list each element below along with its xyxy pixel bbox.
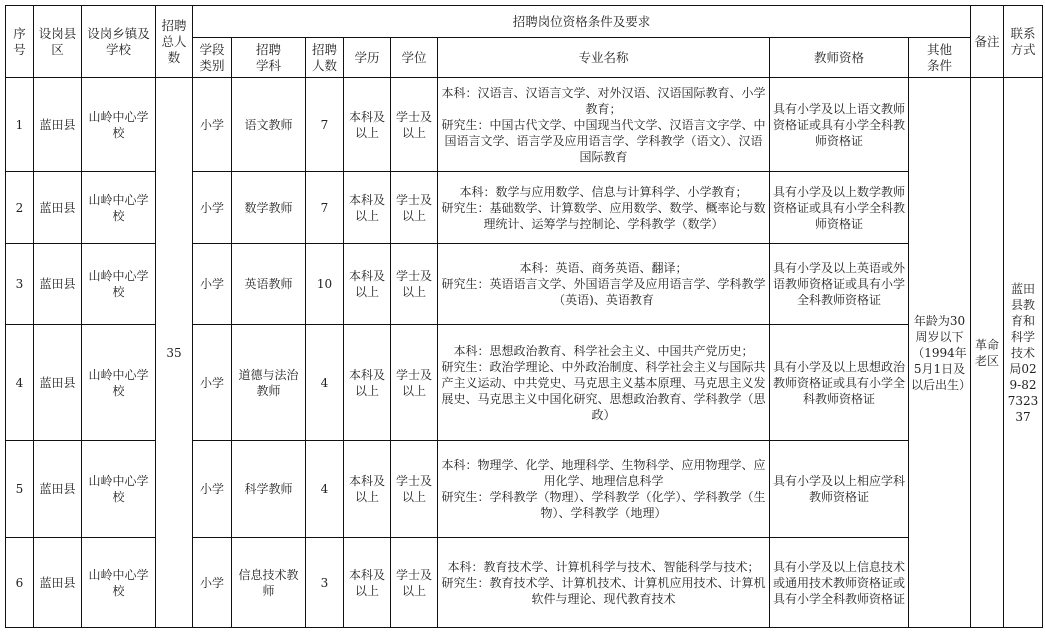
header-contact: 联系方式 xyxy=(1004,6,1043,78)
cell-school: 山岭中心学校 xyxy=(82,538,156,628)
major-undergrad: 本科：数学与应用数学、信息与计算科学、小学教育； xyxy=(459,184,748,199)
major-undergrad: 本科：汉语言、汉语言文学、对外汉语、汉语国际教育、小学教育； xyxy=(441,85,766,116)
major-grad: 研究生：基础数学、计算数学、应用数学、数学、概率论与数理统计、运筹学与控制论、学科教学（数学） xyxy=(441,200,766,231)
header-seq: 序号 xyxy=(6,6,34,78)
cell-major xyxy=(438,325,770,441)
cell-county: 蓝田县 xyxy=(34,441,82,538)
header-education: 学历 xyxy=(344,38,391,78)
cell-school: 山岭中心学校 xyxy=(82,441,156,538)
cell-education: 本科及以上 xyxy=(344,244,391,325)
major-grad: 研究生：教育技术学、计算机技术、计算机应用技术、计算机软件与理论、现代教育技术 xyxy=(441,575,766,606)
header-remark: 备注 xyxy=(971,6,1004,78)
major-undergrad: 本科：物理学、化学、地理科学、生物科学、应用物理学、应用化学、地理信息科学 xyxy=(441,458,766,488)
cell-degree: 学士及以上 xyxy=(391,172,438,244)
cell-contact: 蓝田县教育和科学技术局029-82732337 xyxy=(1004,78,1043,628)
cell-qualification: 具有小学及以上语文教师资格证或具有小学全科教师资格证 xyxy=(770,78,909,172)
cell-county: 蓝田县 xyxy=(34,244,82,325)
cell-qualification: 具有小学及以上相应学科教师资格证 xyxy=(770,441,909,538)
cell-education: 本科及以上 xyxy=(344,538,391,628)
recruitment-table xyxy=(5,5,1043,628)
cell-seq: 4 xyxy=(6,325,34,441)
cell-remark: 革命老区 xyxy=(971,78,1004,628)
cell-seq: 3 xyxy=(6,244,34,325)
cell-degree: 学士及以上 xyxy=(391,325,438,441)
cell-count: 7 xyxy=(306,172,344,244)
cell-education: 本科及以上 xyxy=(344,325,391,441)
cell-level: 小学 xyxy=(193,538,232,628)
header-subject: 招聘学科 xyxy=(232,38,306,78)
cell-seq: 2 xyxy=(6,172,34,244)
major-grad: 研究生：中国古代文学、中国现当代文学、汉语言文字学、中国语言文学、语言学及应用语言学、学科教学（语文）、汉语国际教育 xyxy=(441,117,766,164)
cell-seq: 1 xyxy=(6,78,34,172)
cell-level: 小学 xyxy=(193,78,232,172)
cell-major xyxy=(438,172,770,244)
cell-count: 10 xyxy=(306,244,344,325)
cell-school: 山岭中心学校 xyxy=(82,172,156,244)
cell-qualification: 具有小学及以上数学教师资格证或具有小学全科教师资格证 xyxy=(770,172,909,244)
cell-qualification: 具有小学及以上信息技术或通用技术教师资格证或具有小学全科教师资格证 xyxy=(770,538,909,628)
header-group-title: 招聘岗位资格条件及要求 xyxy=(193,6,971,38)
major-grad: 研究生：政治学理论、中外政治制度、科学社会主义与国际共产主义运动、中共党史、马克思主义基本原理、马克思主义发展史、马克思主义中国化研究、思想政治教育、学科教学（思政） xyxy=(441,359,766,422)
cell-degree: 学士及以上 xyxy=(391,538,438,628)
cell-count: 3 xyxy=(306,538,344,628)
major-undergrad: 本科：教育技术学、计算机科学与技术、智能科学与技术； xyxy=(447,559,760,574)
cell-level: 小学 xyxy=(193,172,232,244)
cell-education: 本科及以上 xyxy=(344,441,391,538)
cell-county: 蓝田县 xyxy=(34,172,82,244)
cell-major xyxy=(438,441,770,538)
header-degree: 学位 xyxy=(391,38,438,78)
cell-count: 4 xyxy=(306,325,344,441)
cell-county: 蓝田县 xyxy=(34,325,82,441)
header-qualification: 教师资格 xyxy=(770,38,909,78)
cell-seq: 5 xyxy=(6,441,34,538)
header-county: 设岗县区 xyxy=(34,6,82,78)
major-undergrad: 本科：英语、商务英语、翻译； xyxy=(519,261,688,275)
cell-school: 山岭中心学校 xyxy=(82,244,156,325)
cell-education: 本科及以上 xyxy=(344,172,391,244)
cell-degree: 学士及以上 xyxy=(391,244,438,325)
cell-level: 小学 xyxy=(193,325,232,441)
major-undergrad: 本科：思想政治教育、科学社会主义、中国共产党历史； xyxy=(453,343,754,358)
cell-education: 本科及以上 xyxy=(344,78,391,172)
header-other: 其他条件 xyxy=(909,38,971,78)
cell-county: 蓝田县 xyxy=(34,78,82,172)
cell-major xyxy=(438,78,770,172)
header-major: 专业名称 xyxy=(438,38,770,78)
cell-school: 山岭中心学校 xyxy=(82,78,156,172)
cell-subject: 语文教师 xyxy=(232,78,306,172)
table-header xyxy=(6,6,1043,78)
cell-qualification: 具有小学及以上英语或外语教师资格证或具有小学全科教师资格证 xyxy=(770,244,909,325)
cell-subject: 英语教师 xyxy=(232,244,306,325)
cell-subject: 科学教师 xyxy=(232,441,306,538)
cell-school: 山岭中心学校 xyxy=(82,325,156,441)
cell-major xyxy=(438,244,770,325)
cell-other-conditions: 年龄为30周岁以下（1994年5月1日及以后出生） xyxy=(909,78,971,628)
cell-county: 蓝田县 xyxy=(34,538,82,628)
cell-total-recruits: 35 xyxy=(156,78,193,628)
cell-subject: 道德与法治教师 xyxy=(232,325,306,441)
cell-qualification: 具有小学及以上思想政治教师资格证或具有小学全科教师资格证 xyxy=(770,325,909,441)
table-row xyxy=(6,78,1043,172)
cell-degree: 学士及以上 xyxy=(391,441,438,538)
cell-seq: 6 xyxy=(6,538,34,628)
cell-major xyxy=(438,538,770,628)
major-grad: 研究生：英语语言文学、外国语言学及应用语言学、学科教学（英语)、英语教育 xyxy=(441,277,766,307)
header-school: 设岗乡镇及学校 xyxy=(82,6,156,78)
table-body xyxy=(6,78,1043,628)
header-level: 学段类别 xyxy=(193,38,232,78)
cell-subject: 数学教师 xyxy=(232,172,306,244)
cell-degree: 学士及以上 xyxy=(391,78,438,172)
cell-subject: 信息技术教师 xyxy=(232,538,306,628)
major-grad: 研究生：学科教学（物理）、学科教学（化学）、学科教学（生物）、学科教学（地理） xyxy=(441,490,766,520)
cell-level: 小学 xyxy=(193,244,232,325)
cell-count: 4 xyxy=(306,441,344,538)
cell-level: 小学 xyxy=(193,441,232,538)
header-count: 招聘人数 xyxy=(306,38,344,78)
header-total: 招聘总人数 xyxy=(156,6,193,78)
cell-count: 7 xyxy=(306,78,344,172)
